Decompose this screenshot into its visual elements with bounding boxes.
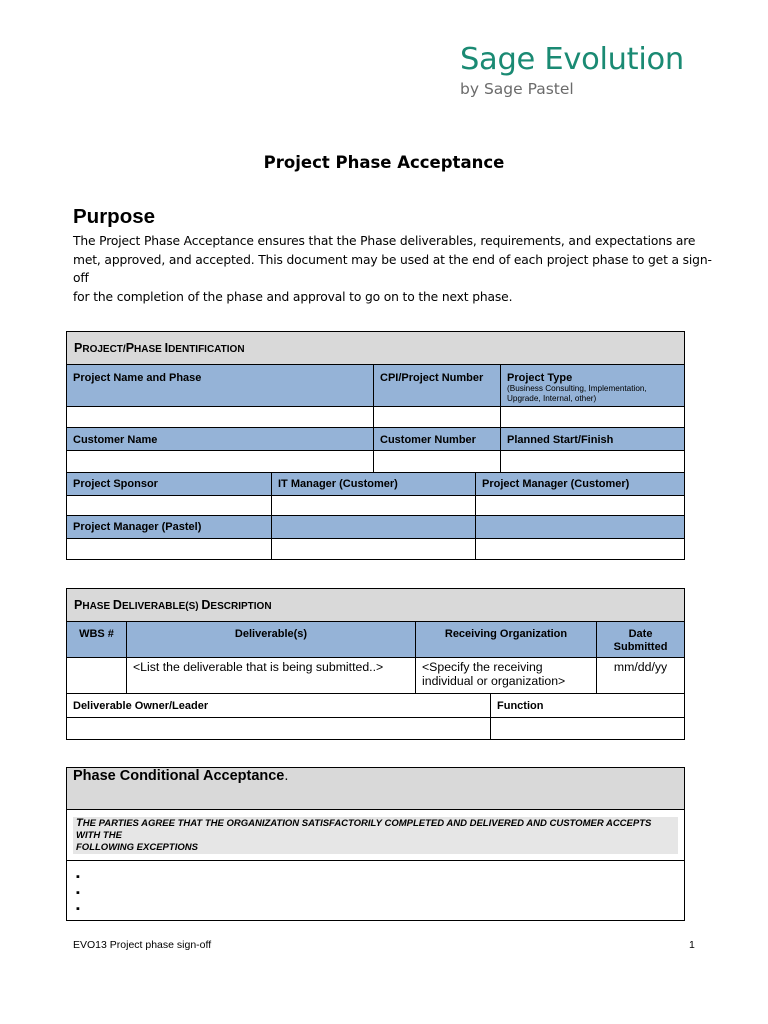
exceptions-list[interactable] [67,861,685,921]
date-submitted-field[interactable]: mm/dd/yy [597,658,685,694]
purpose-paragraph [73,232,713,306]
pm-pastel-blank-blue-2 [476,516,685,539]
deliverable-column-header: Deliverable(s) [127,622,416,658]
receiving-line-2: individual or organization> [422,674,566,688]
document-title: Project Phase Acceptance [263,153,505,172]
acceptance-section-title: Phase Conditional Acceptance. [67,768,685,810]
deliverables-table [66,588,685,740]
date-submitted-column-header [597,622,685,658]
cpi-number-field[interactable] [374,407,501,428]
pm-pastel-field[interactable] [67,539,272,560]
planned-start-finish-label: Planned Start/Finish [501,428,685,451]
cpi-number-label: CPI/Project Number [374,365,501,407]
purpose-heading: Purpose [73,205,156,228]
project-sponsor-label: Project Sponsor [67,473,272,496]
page-number: 1 [689,939,695,951]
it-manager-label: IT Manager (Customer) [272,473,476,496]
receiving-line-1: <Specify the receiving [422,660,543,674]
conditional-acceptance-table [66,767,685,921]
wbs-field[interactable] [67,658,127,694]
project-type-field[interactable] [501,407,685,428]
it-manager-field[interactable] [272,496,476,516]
logo-sub-text: by Sage Pastel [460,80,574,98]
project-identification-table [66,331,685,560]
deliverable-owner-field[interactable] [67,718,491,740]
exception-bullet-2: ▪ [76,887,80,899]
agreement-statement-cell [67,810,685,861]
customer-name-label: Customer Name [67,428,374,451]
project-name-phase-field[interactable] [67,407,374,428]
receiving-organization-field[interactable] [416,658,597,694]
agreement-statement: THE PARTIES AGREE THAT THE ORGANIZATION SATISFACTORILY COMPLETED AND DELIVERED AND CUSTOMER ACCEPTS WITH THE FOLLOWING EXCEPTIONS [73,817,678,854]
pm-pastel-blank-blue-1 [272,516,476,539]
receiving-organization-column-header: Receiving Organization [416,622,597,658]
footer-label: EVO13 Project phase sign-off [73,939,212,951]
purpose-line-2: met, approved, and accepted. This document may be used at the end of each project phase to get a sign-off [73,252,712,285]
function-field[interactable] [491,718,685,740]
logo-main-text: Sage Evolution [460,42,684,77]
identification-section-title: PROJECT/PHASE IDENTIFICATION [67,332,685,365]
function-label: Function [491,694,685,718]
wbs-column-header: WBS # [67,622,127,658]
exception-bullet-1: ▪ [76,871,80,883]
pm-customer-label: Project Manager (Customer) [476,473,685,496]
pm-pastel-blank-field-2[interactable] [476,539,685,560]
purpose-line-3: for the completion of the phase and approval to go on to the next phase. [73,289,513,304]
customer-name-field[interactable] [67,451,374,473]
deliverables-section-title: PHASE DELIVERABLE(S) DESCRIPTION [67,589,685,622]
project-type-text: Project Type [507,372,573,384]
project-name-phase-label: Project Name and Phase [67,365,374,407]
planned-start-finish-field[interactable] [501,451,685,473]
pm-pastel-blank-field-1[interactable] [272,539,476,560]
deliverable-field[interactable]: <List the deliverable that is being submitted..> [127,658,416,694]
pm-pastel-label: Project Manager (Pastel) [67,516,272,539]
project-type-note: (Business Consulting, Implementation, Upgrade, Internal, other) [507,384,647,403]
deliverable-owner-label: Deliverable Owner/Leader [67,694,491,718]
purpose-line-1: The Project Phase Acceptance ensures that the Phase deliverables, requirements, and expectations are [73,234,696,248]
date-header-line-1: Date [628,628,653,640]
pm-customer-field[interactable] [476,496,685,516]
sage-evolution-logo [460,42,684,99]
project-sponsor-field[interactable] [67,496,272,516]
exception-bullet-3: ▪ [76,903,80,915]
customer-number-field[interactable] [374,451,501,473]
date-header-line-2: Submitted [613,641,668,653]
project-type-label [501,365,685,407]
customer-number-label: Customer Number [374,428,501,451]
